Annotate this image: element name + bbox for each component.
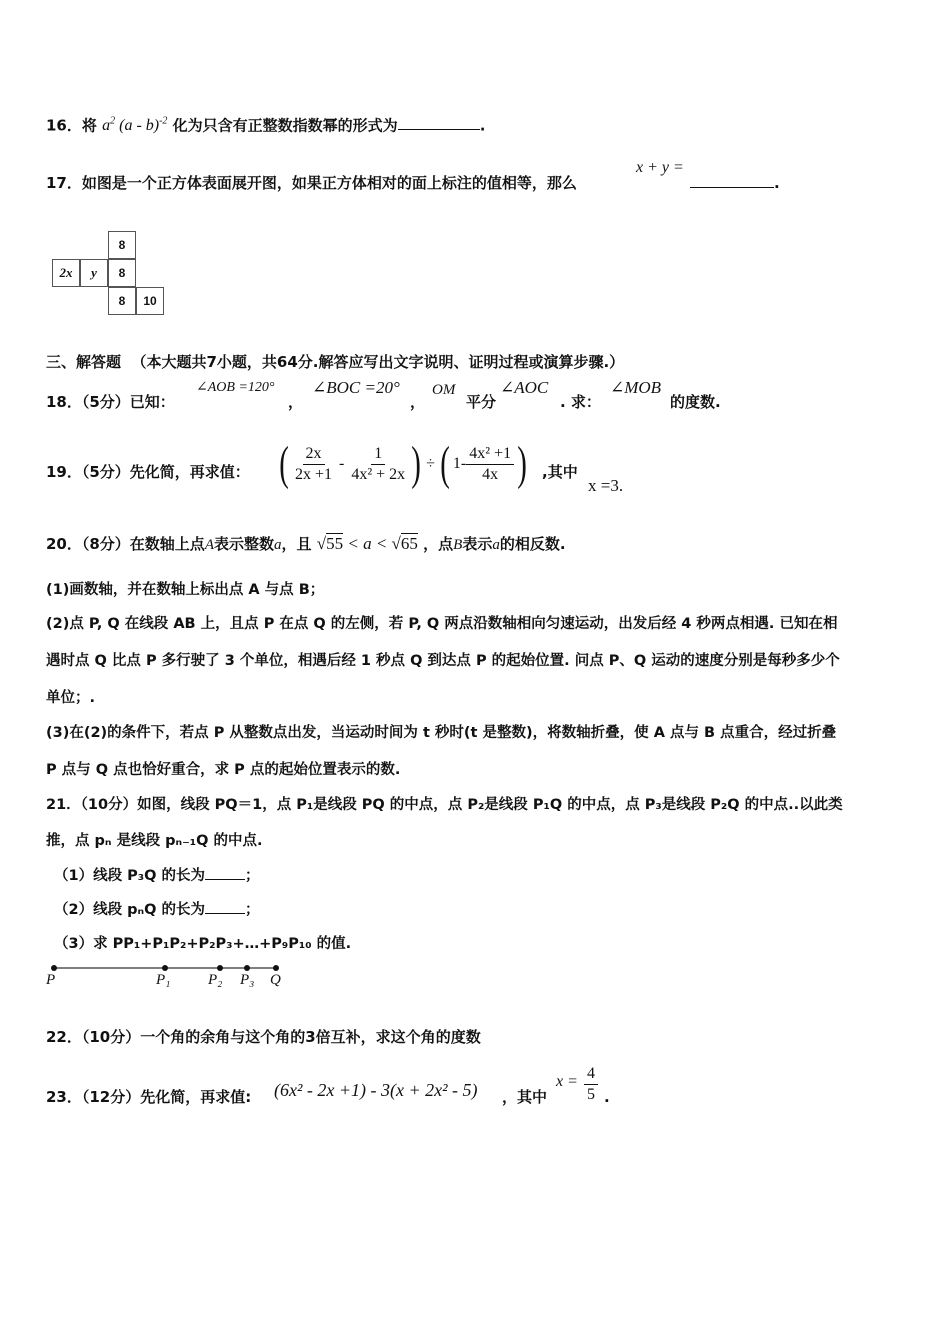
q23-x-eq: x = [556, 1073, 578, 1090]
q23-tail: ，其中 [502, 1088, 548, 1106]
net-cell-middle: 8 [108, 259, 136, 287]
question-20: 20．（8分）在数轴上点A表示整数a，且 √55 < a < √65 ，点B表示a的相反数. [46, 534, 566, 553]
q20-part-2-line-2: 遇时点 Q 比点 P 多行驶了 3 个单位，相遇后经 1 秒点 Q 到达点 P 的起始位置. 问点 P、Q 运动的速度分别是每秒多少个 [46, 653, 840, 669]
q21-line-2: 推，点 pₙ 是线段 pₙ₋₁Q 的中点. [46, 833, 263, 849]
q23-lead: 23．（12分）先化简，再求值: [46, 1088, 252, 1106]
net-cell-2x: 2x [52, 259, 80, 287]
q23-expression: (6x² - 2x +1) - 3(x + 2x² - 5) [274, 1080, 478, 1100]
q17-expr: x + y = [636, 159, 684, 176]
label-p1: P₁ [156, 972, 171, 988]
q21-sub-1: （1）线段 P₃Q 的长为 ； [54, 868, 260, 884]
q21-sub-2: （2）线段 pₙQ 的长为 ； [54, 902, 260, 918]
q19-frac-3: $\frac{\text{4x² +1}}{4x}$ [466, 444, 514, 485]
q19-condition: x =3. [588, 476, 624, 495]
net-cell-top: 8 [108, 231, 136, 259]
q16-text: 化为只含有正整数指数幂的形式为 [172, 116, 398, 135]
label-p: P [46, 972, 56, 988]
question-22: 22．（10分）一个角的余角与这个角的3倍互补，求这个角的度数 [46, 1028, 481, 1046]
q18-angle-aoc: ∠AOC [500, 378, 549, 397]
q18-ask: . 求： [560, 393, 601, 411]
q20-part-1: (1)画数轴，并在数轴上标出点 A 与点 B； [46, 582, 325, 598]
q21-sub-1-blank[interactable] [205, 879, 245, 880]
label-p2: P₂ [208, 972, 223, 988]
q17-answer-blank[interactable] [690, 187, 774, 188]
label-q: Q [270, 972, 281, 988]
q20-part-3-line-2: P 点与 Q 点也恰好重合，求 P 点的起始位置表示的数. [46, 762, 401, 778]
q19-number: 19．（5分）先化简，再求值： [46, 463, 250, 481]
q19-expression: ( $\frac{2x}{2x +1}$ - $\frac{1}{\text{4x² + 2x}}$ ) ÷ ( 1- $\frac{\text{4x² +1}}{4x}$ ) [279, 437, 527, 490]
section-3-note: （本大题共7小题，共64分.解答应写出文字说明、证明过程或演算步骤.） [131, 353, 625, 371]
q18-angle-aob: ∠AOB =120° [196, 380, 275, 395]
q18-number: 18．（5分）已知： [46, 393, 175, 411]
q18-comma-1: ， [288, 393, 304, 411]
question-17 [46, 173, 577, 193]
net-cell-bottom: 8 [108, 287, 136, 315]
q19-frac-1: $\frac{2x}{2x +1}$ [294, 444, 333, 483]
q21-line-1: 21．（10分）如图，线段 PQ＝1，点 P₁是线段 PQ 的中点，点 P₂是线段 P₁Q 的中点，点 P₃是线段 P₂Q 的中点..以此类 [46, 797, 843, 813]
q20-part-2-line-1: (2)点 P, Q 在线段 AB 上，且点 P 在点 Q 的左侧，若 P, Q 两点沿数轴相向匀速运动，出发后经 4 秒两点相遇. 已知在相 [46, 616, 838, 632]
q18-bisect: 平分 [466, 393, 497, 411]
q20-part-3-line-1: (3)在(2)的条件下，若点 P 从整数点出发，当运动时间为 t 秒时(t 是整数)，将数轴折叠，使 A 点与 B 点重合，经过折叠 [46, 725, 837, 741]
question-18 [46, 392, 175, 412]
q21-sub-3: （3）求 PP₁+P₁P₂+P₂P₃+…+P₉P₁₀ 的值. [54, 936, 352, 952]
q23-fraction: $\frac{4}{5}$ [584, 1064, 598, 1105]
q18-comma-2: ， [410, 393, 426, 411]
q21-sub-2-blank[interactable] [205, 913, 245, 914]
q18-angle-mob: ∠MOB [610, 378, 662, 397]
question-16: 16．将 $a^2$ (a - b)$^{-2}$ 化为只含有正整数指数幂的形式为 . [46, 116, 486, 135]
q16-expr: $a^2$ (a - b)$^{-2}$ [102, 116, 168, 135]
q16-number: 16．将 [46, 116, 97, 135]
q23-end: . [604, 1088, 610, 1106]
q18-om: OM [432, 382, 456, 398]
net-cell-10: 10 [136, 287, 164, 315]
q20-inequality: √55 < a < √65 [316, 534, 418, 553]
q19-tail: ,其中 [542, 463, 578, 481]
q16-answer-blank[interactable] [398, 129, 480, 130]
q20-part-2-line-3: 单位；. [46, 690, 96, 706]
label-p3: P₃ [240, 972, 255, 988]
q17-blank-line: . [690, 173, 780, 193]
section-3-heading: 三、解答题 （本大题共7小题，共64分.解答应写出文字说明、证明过程或演算步骤.） [46, 353, 625, 371]
q18-angle-boc: ∠BOC =20° [312, 378, 400, 397]
net-cell-y: y [80, 259, 108, 287]
q19-frac-2: $\frac{1}{\text{4x² + 2x}}$ [351, 444, 406, 483]
q18-tail: 的度数. [670, 393, 721, 411]
q17-text: 17．如图是一个正方体表面展开图，如果正方体相对的面上标注的值相等，那么 [46, 174, 577, 192]
